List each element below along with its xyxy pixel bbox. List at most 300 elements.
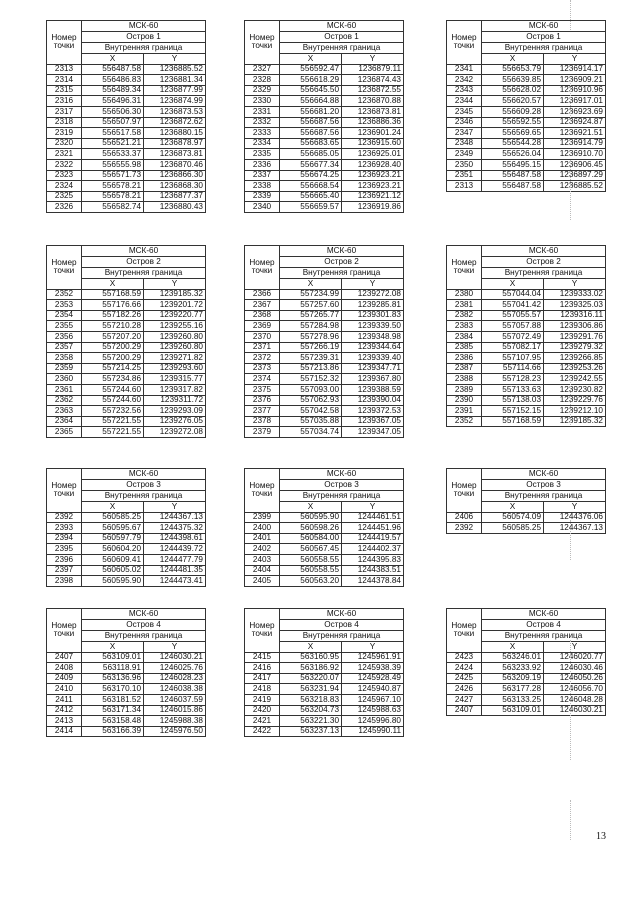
y-coordinate-cell: 1236886.36	[342, 117, 404, 128]
x-coordinate-cell: 557062.93	[280, 395, 342, 406]
x-coordinate-cell: 557221.55	[82, 427, 144, 438]
point-number-header-line2: точки	[453, 629, 475, 639]
y-coordinate-cell: 1236873.81	[342, 106, 404, 117]
y-coordinate-cell: 1236921.51	[544, 128, 606, 139]
table-row	[47, 159, 206, 170]
point-number-cell: 2422	[245, 726, 280, 737]
table-row	[447, 75, 606, 86]
point-number-header-line1: Номер	[249, 33, 275, 43]
y-coordinate-cell: 1236870.88	[342, 96, 404, 107]
table-row	[47, 716, 206, 727]
y-coordinate-cell: 1236901.24	[342, 128, 404, 139]
x-coordinate-cell: 556571.73	[82, 170, 144, 181]
island-header: Остров 2	[280, 257, 404, 268]
point-number-cell: 2425	[447, 673, 482, 684]
y-coordinate-cell: 1239388.59	[342, 384, 404, 395]
y-coordinate-cell: 1244378.84	[342, 576, 404, 587]
point-number-cell: 2317	[47, 106, 82, 117]
point-number-cell: 2363	[47, 406, 82, 417]
table-row	[47, 684, 206, 695]
point-number-cell: 2344	[447, 96, 482, 107]
point-number-header-line1: Номер	[451, 481, 477, 491]
y-coordinate-cell: 1244402.37	[342, 544, 404, 555]
table-row	[245, 533, 404, 544]
point-number-cell: 2316	[47, 96, 82, 107]
coordinate-table	[446, 468, 606, 534]
y-coordinate-cell: 1239390.04	[342, 395, 404, 406]
table-row	[447, 512, 606, 523]
point-number-cell: 2370	[245, 331, 280, 342]
x-coordinate-cell: 557244.60	[82, 384, 144, 395]
point-number-header-line2: точки	[53, 489, 75, 499]
y-coordinate-cell: 1239333.02	[544, 289, 606, 300]
y-coordinate-cell: 1239344.64	[342, 342, 404, 353]
y-coordinate-cell: 1239230.82	[544, 384, 606, 395]
table-header-row	[447, 21, 606, 32]
x-coordinate-cell: 557128.23	[482, 374, 544, 385]
x-coordinate-cell: 556628.02	[482, 85, 544, 96]
point-number-cell: 2332	[245, 117, 280, 128]
x-coordinate-cell: 556664.88	[280, 96, 342, 107]
x-coordinate-cell: 560563.20	[280, 576, 342, 587]
table-row	[447, 363, 606, 374]
table-row	[47, 191, 206, 202]
point-number-cell: 2322	[47, 159, 82, 170]
point-number-cell: 2380	[447, 289, 482, 300]
y-coordinate-cell: 1239301.83	[342, 310, 404, 321]
point-number-cell: 2361	[47, 384, 82, 395]
island-header: Остров 1	[82, 32, 206, 43]
point-number-cell: 2410	[47, 684, 82, 695]
x-coordinate-cell: 557168.59	[82, 289, 144, 300]
y-coordinate-cell: 1244451.96	[342, 523, 404, 534]
table-row	[47, 289, 206, 300]
x-coordinate-cell: 557152.15	[482, 406, 544, 417]
x-coordinate-cell: 557214.25	[82, 363, 144, 374]
y-coordinate-cell: 1244367.13	[544, 523, 606, 534]
point-number-header	[245, 609, 280, 653]
table-row	[47, 202, 206, 213]
point-number-header-line2: точки	[453, 266, 475, 276]
x-coordinate-cell: 560558.55	[280, 565, 342, 576]
point-number-cell: 2336	[245, 159, 280, 170]
x-coordinate-cell: 557200.29	[82, 353, 144, 364]
x-coordinate-cell: 557265.77	[280, 310, 342, 321]
y-coordinate-cell: 1236877.37	[144, 191, 206, 202]
y-coordinate-cell: 1244481.35	[144, 565, 206, 576]
table-row	[245, 138, 404, 149]
point-number-cell: 2342	[447, 75, 482, 86]
table-row	[447, 138, 606, 149]
x-coordinate-cell: 563177.28	[482, 684, 544, 695]
x-coordinate-cell: 556639.85	[482, 75, 544, 86]
boundary-header: Внутренняя граница	[82, 631, 206, 642]
x-coordinate-cell: 557093.00	[280, 384, 342, 395]
coordinate-table	[244, 608, 404, 737]
point-number-cell: 2415	[245, 652, 280, 663]
x-column-header: X	[82, 54, 144, 65]
x-coordinate-cell: 556486.83	[82, 75, 144, 86]
point-number-header-line2: точки	[53, 41, 75, 51]
point-number-cell: 2341	[447, 64, 482, 75]
point-number-cell: 2419	[245, 694, 280, 705]
point-number-cell: 2340	[245, 202, 280, 213]
point-number-cell: 2313	[47, 64, 82, 75]
x-coordinate-cell: 563246.01	[482, 652, 544, 663]
table-row	[447, 321, 606, 332]
x-coordinate-cell: 556521.21	[82, 138, 144, 149]
x-coordinate-cell: 557200.29	[82, 342, 144, 353]
island-header: Остров 3	[280, 480, 404, 491]
y-column-header: Y	[342, 642, 404, 653]
y-coordinate-cell: 1239260.80	[144, 331, 206, 342]
point-number-cell: 2400	[245, 523, 280, 534]
x-coordinate-cell: 563109.01	[82, 652, 144, 663]
table-row	[47, 705, 206, 716]
point-number-cell: 2412	[47, 705, 82, 716]
x-coordinate-cell: 560598.26	[280, 523, 342, 534]
y-coordinate-cell: 1236917.01	[544, 96, 606, 107]
x-coordinate-cell: 560597.79	[82, 533, 144, 544]
x-coordinate-cell: 556687.56	[280, 117, 342, 128]
y-coordinate-cell: 1236872.55	[342, 85, 404, 96]
point-number-cell: 2327	[245, 64, 280, 75]
point-number-cell: 2335	[245, 149, 280, 160]
table-row	[47, 310, 206, 321]
y-coordinate-cell: 1246037.59	[144, 694, 206, 705]
point-number-cell: 2379	[245, 427, 280, 438]
point-number-header-line1: Номер	[451, 621, 477, 631]
x-coordinate-cell: 556487.58	[482, 181, 544, 192]
table-row	[245, 353, 404, 364]
table-row	[245, 652, 404, 663]
y-coordinate-cell: 1244367.13	[144, 512, 206, 523]
table-row	[447, 694, 606, 705]
point-number-cell: 2353	[47, 300, 82, 311]
point-number-cell: 2358	[47, 353, 82, 364]
x-coordinate-cell: 557138.03	[482, 395, 544, 406]
x-coordinate-cell: 556578.21	[82, 191, 144, 202]
table-row	[47, 321, 206, 332]
table-row	[447, 64, 606, 75]
table-row	[447, 342, 606, 353]
table-row	[47, 353, 206, 364]
table-row	[447, 117, 606, 128]
y-coordinate-cell: 1245967.10	[342, 694, 404, 705]
x-coordinate-cell: 557257.60	[280, 300, 342, 311]
x-coordinate-cell: 563221.30	[280, 716, 342, 727]
boundary-header: Внутренняя граница	[82, 491, 206, 502]
table-row	[447, 673, 606, 684]
table-row	[447, 406, 606, 417]
x-coordinate-cell: 563220.07	[280, 673, 342, 684]
y-coordinate-cell: 1236923.69	[544, 106, 606, 117]
table-row	[245, 64, 404, 75]
x-coordinate-cell: 557072.49	[482, 331, 544, 342]
point-number-cell: 2324	[47, 181, 82, 192]
x-coordinate-cell: 556489.34	[82, 85, 144, 96]
table-header-row	[245, 246, 404, 257]
table-row	[245, 512, 404, 523]
scan-dots	[570, 160, 573, 220]
table-row	[245, 554, 404, 565]
y-coordinate-cell: 1236923.21	[342, 181, 404, 192]
y-coordinate-cell: 1246028.23	[144, 673, 206, 684]
point-number-cell: 2348	[447, 138, 482, 149]
x-coordinate-cell: 557207.20	[82, 331, 144, 342]
x-coordinate-cell: 557152.32	[280, 374, 342, 385]
x-coordinate-cell: 556685.05	[280, 149, 342, 160]
y-coordinate-cell: 1236910.70	[544, 149, 606, 160]
point-number-cell: 2377	[245, 406, 280, 417]
point-number-cell: 2404	[245, 565, 280, 576]
table-row	[447, 395, 606, 406]
x-column-header: X	[280, 54, 342, 65]
table-row	[447, 652, 606, 663]
coordinate-table	[244, 245, 404, 438]
y-coordinate-cell: 1246030.46	[544, 663, 606, 674]
point-number-cell: 2355	[47, 321, 82, 332]
table-row	[447, 128, 606, 139]
x-coordinate-cell: 563233.92	[482, 663, 544, 674]
table-row	[245, 576, 404, 587]
x-coordinate-cell: 556681.20	[280, 106, 342, 117]
table-row	[245, 202, 404, 213]
point-number-cell: 2383	[447, 321, 482, 332]
table-row	[245, 663, 404, 674]
table-header-row	[447, 609, 606, 620]
point-number-header	[245, 469, 280, 513]
coordinate-system-header: МСК-60	[82, 246, 206, 257]
point-number-cell: 2315	[47, 85, 82, 96]
table-row	[245, 342, 404, 353]
x-coordinate-cell: 560584.00	[280, 533, 342, 544]
point-number-cell: 2411	[47, 694, 82, 705]
point-number-cell: 2371	[245, 342, 280, 353]
point-number-cell: 2414	[47, 726, 82, 737]
table-row	[47, 96, 206, 107]
table-row	[47, 512, 206, 523]
point-number-cell: 2402	[245, 544, 280, 555]
y-coordinate-cell: 1239291.76	[544, 331, 606, 342]
scan-dots	[570, 0, 573, 30]
table-row	[47, 726, 206, 737]
point-number-cell: 2345	[447, 106, 482, 117]
point-number-cell: 2326	[47, 202, 82, 213]
x-coordinate-cell: 560604.20	[82, 544, 144, 555]
point-number-cell: 2320	[47, 138, 82, 149]
island-header: Остров 1	[280, 32, 404, 43]
boundary-header: Внутренняя граница	[482, 631, 606, 642]
coordinate-table	[446, 20, 606, 192]
point-number-cell: 2388	[447, 374, 482, 385]
x-coordinate-cell: 557082.17	[482, 342, 544, 353]
x-coordinate-cell: 563160.95	[280, 652, 342, 663]
point-number-cell: 2365	[47, 427, 82, 438]
table-row	[245, 321, 404, 332]
y-coordinate-cell: 1239272.08	[342, 289, 404, 300]
y-coordinate-cell: 1245976.50	[144, 726, 206, 737]
x-coordinate-cell: 560595.67	[82, 523, 144, 534]
y-coordinate-cell: 1236878.97	[144, 138, 206, 149]
y-column-header: Y	[144, 279, 206, 290]
point-number-cell: 2385	[447, 342, 482, 353]
point-number-cell: 2397	[47, 565, 82, 576]
y-coordinate-cell: 1244461.51	[342, 512, 404, 523]
table-row	[447, 289, 606, 300]
x-coordinate-cell: 557176.66	[82, 300, 144, 311]
y-coordinate-cell: 1236924.87	[544, 117, 606, 128]
x-coordinate-cell: 556653.79	[482, 64, 544, 75]
y-column-header: Y	[342, 54, 404, 65]
y-coordinate-cell: 1236873.81	[144, 149, 206, 160]
y-coordinate-cell: 1236914.17	[544, 64, 606, 75]
x-column-header: X	[482, 642, 544, 653]
x-coordinate-cell: 563231.94	[280, 684, 342, 695]
table-header-row	[447, 246, 606, 257]
table-row	[245, 416, 404, 427]
table-row	[245, 427, 404, 438]
table-row	[47, 149, 206, 160]
table-row	[447, 353, 606, 364]
point-number-header-line1: Номер	[51, 481, 77, 491]
point-number-cell: 2398	[47, 576, 82, 587]
y-coordinate-cell: 1236881.34	[144, 75, 206, 86]
scan-dots	[570, 380, 573, 425]
table-row	[245, 149, 404, 160]
y-coordinate-cell: 1239185.32	[544, 416, 606, 427]
point-number-cell: 2329	[245, 85, 280, 96]
coordinate-system-header: МСК-60	[482, 246, 606, 257]
boundary-header: Внутренняя граница	[280, 491, 404, 502]
table-row	[245, 300, 404, 311]
y-coordinate-cell: 1246056.70	[544, 684, 606, 695]
boundary-header: Внутренняя граница	[482, 43, 606, 54]
point-number-cell: 2369	[245, 321, 280, 332]
point-number-cell: 2354	[47, 310, 82, 321]
x-coordinate-cell: 556582.74	[82, 202, 144, 213]
table-row	[47, 416, 206, 427]
point-number-cell: 2360	[47, 374, 82, 385]
x-coordinate-cell: 556592.55	[482, 117, 544, 128]
table-row	[447, 374, 606, 385]
point-number-header-line2: точки	[251, 266, 273, 276]
point-number-cell: 2407	[47, 652, 82, 663]
table-row	[47, 374, 206, 385]
table-row	[245, 673, 404, 684]
y-coordinate-cell: 1239272.08	[144, 427, 206, 438]
x-coordinate-cell: 563237.13	[280, 726, 342, 737]
point-number-cell: 2389	[447, 384, 482, 395]
x-coordinate-cell: 560605.02	[82, 565, 144, 576]
x-coordinate-cell: 557133.63	[482, 384, 544, 395]
table-row	[47, 673, 206, 684]
coordinate-table	[46, 245, 206, 438]
coordinate-table	[46, 608, 206, 737]
x-coordinate-cell: 556687.56	[280, 128, 342, 139]
table-row	[245, 384, 404, 395]
coordinate-system-header: МСК-60	[482, 609, 606, 620]
x-coordinate-cell: 556609.28	[482, 106, 544, 117]
point-number-cell: 2423	[447, 652, 482, 663]
table-row	[47, 554, 206, 565]
x-coordinate-cell: 556618.29	[280, 75, 342, 86]
table-row	[47, 363, 206, 374]
table-row	[47, 300, 206, 311]
island-header: Остров 1	[482, 32, 606, 43]
y-coordinate-cell: 1236873.53	[144, 106, 206, 117]
table-header-row	[245, 609, 404, 620]
coordinate-system-header: МСК-60	[82, 21, 206, 32]
table-row	[245, 684, 404, 695]
y-coordinate-cell: 1244473.41	[144, 576, 206, 587]
x-coordinate-cell: 557232.56	[82, 406, 144, 417]
table-row	[447, 106, 606, 117]
point-number-header-line1: Номер	[451, 33, 477, 43]
x-coordinate-cell: 557221.55	[82, 416, 144, 427]
x-coordinate-cell: 557210.28	[82, 321, 144, 332]
table-row	[245, 289, 404, 300]
point-number-cell: 2420	[245, 705, 280, 716]
point-number-header-line2: точки	[251, 629, 273, 639]
point-number-cell: 2356	[47, 331, 82, 342]
point-number-cell: 2337	[245, 170, 280, 181]
point-number-cell: 2362	[47, 395, 82, 406]
boundary-header: Внутренняя граница	[280, 43, 404, 54]
table-row	[447, 416, 606, 427]
x-coordinate-cell: 557278.96	[280, 331, 342, 342]
y-coordinate-cell: 1239348.98	[342, 331, 404, 342]
y-coordinate-cell: 1246025.76	[144, 663, 206, 674]
table-row	[245, 85, 404, 96]
x-coordinate-cell: 563171.34	[82, 705, 144, 716]
table-header-row	[447, 469, 606, 480]
point-number-header-line2: точки	[453, 489, 475, 499]
x-coordinate-cell: 556645.50	[280, 85, 342, 96]
point-number-cell: 2399	[245, 512, 280, 523]
table-row	[245, 395, 404, 406]
table-row	[47, 128, 206, 139]
x-coordinate-cell: 556683.65	[280, 138, 342, 149]
y-coordinate-cell: 1236897.29	[544, 170, 606, 181]
y-coordinate-cell: 1239347.05	[342, 427, 404, 438]
table-row	[47, 652, 206, 663]
y-coordinate-cell: 1239220.77	[144, 310, 206, 321]
point-number-header	[447, 246, 482, 290]
table-row	[447, 684, 606, 695]
x-coordinate-cell: 556533.37	[82, 149, 144, 160]
table-row	[47, 384, 206, 395]
boundary-header: Внутренняя граница	[482, 491, 606, 502]
x-coordinate-cell: 556592.47	[280, 64, 342, 75]
x-coordinate-cell: 557213.86	[280, 363, 342, 374]
y-coordinate-cell: 1239293.09	[144, 406, 206, 417]
y-coordinate-cell: 1246015.86	[144, 705, 206, 716]
x-coordinate-cell: 557114.66	[482, 363, 544, 374]
point-number-cell: 2343	[447, 85, 482, 96]
y-coordinate-cell: 1236919.86	[342, 202, 404, 213]
table-row	[447, 705, 606, 716]
boundary-header: Внутренняя граница	[482, 268, 606, 279]
table-header-row	[47, 609, 206, 620]
point-number-header-line1: Номер	[51, 33, 77, 43]
y-column-header: Y	[144, 642, 206, 653]
table-row	[245, 705, 404, 716]
point-number-cell: 2328	[245, 75, 280, 86]
point-number-cell: 2372	[245, 353, 280, 364]
x-coordinate-cell: 556665.40	[280, 191, 342, 202]
y-coordinate-cell: 1236906.45	[544, 159, 606, 170]
